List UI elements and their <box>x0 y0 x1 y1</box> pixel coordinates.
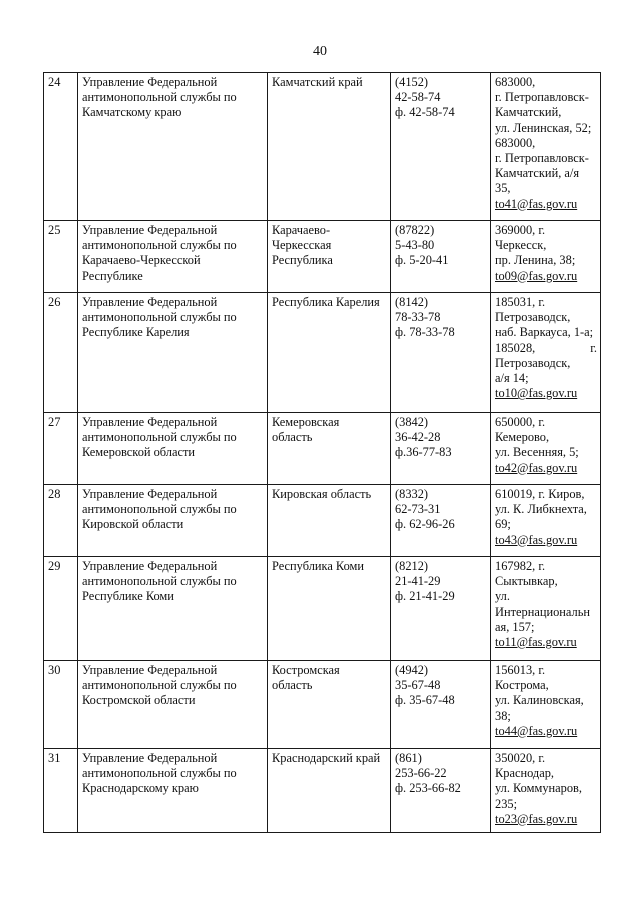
table-row <box>44 293 601 413</box>
email-link[interactable]: to42@fas.gov.ru <box>495 460 578 475</box>
text-line: 650000, г. <box>495 415 546 429</box>
text-line: (4152) <box>395 75 429 89</box>
text-line: 35, <box>495 181 511 196</box>
row-number-cell: 30 <box>44 661 78 749</box>
organization-cell <box>78 661 268 749</box>
email-link[interactable]: to23@fas.gov.ru <box>495 811 578 826</box>
text-line: 350020, г. <box>495 751 546 765</box>
region-cell <box>268 557 391 661</box>
text-line: ул. <box>495 589 510 604</box>
text-line: Управление Федеральной <box>82 415 218 429</box>
text-line: Кировской области <box>82 517 184 532</box>
text-line: Республика Карелия <box>272 295 380 309</box>
phone-cell <box>391 557 491 661</box>
text-line: (4942) <box>395 663 429 677</box>
text-line: Управление Федеральной <box>82 295 218 309</box>
table-row <box>44 749 601 833</box>
phone-cell <box>391 221 491 293</box>
text-line: Камчатский, а/я <box>495 166 580 181</box>
text-line: Управление Федеральной <box>82 559 218 573</box>
address-split-part: 185028, <box>495 340 536 355</box>
row-number-cell: 26 <box>44 293 78 413</box>
text-line: ф. 253-66-82 <box>395 781 461 796</box>
table-row <box>44 73 601 221</box>
table-row <box>44 221 601 293</box>
text-line: антимонопольной службы по <box>82 678 237 693</box>
phone-cell <box>391 293 491 413</box>
text-line: Управление Федеральной <box>82 751 218 765</box>
organization-cell <box>78 293 268 413</box>
text-line: (8142) <box>395 295 429 309</box>
phone-cell <box>391 413 491 485</box>
text-line: ул. К. Либкнехта, <box>495 502 587 517</box>
text-line: 62-73-31 <box>395 502 441 517</box>
email-link[interactable]: to09@fas.gov.ru <box>495 268 578 283</box>
text-line: (861) <box>395 751 422 765</box>
text-line: 235; <box>495 796 518 811</box>
address-cell <box>491 413 601 485</box>
text-line: 156013, г. <box>495 663 546 677</box>
region-cell <box>268 221 391 293</box>
address-cell <box>491 749 601 833</box>
text-line: ф. 78-33-78 <box>395 325 455 340</box>
text-line: Управление Федеральной <box>82 223 218 237</box>
text-line: Республике Коми <box>82 589 174 604</box>
text-line: Управление Федеральной <box>82 487 218 501</box>
text-line: ф. 42-58-74 <box>395 105 455 120</box>
email-link[interactable]: to41@fas.gov.ru <box>495 196 578 211</box>
text-line: ф. 21-41-29 <box>395 589 455 604</box>
region-cell <box>268 73 391 221</box>
text-line: ул. Ленинская, 52; <box>495 120 592 135</box>
text-line: антимонопольной службы по <box>82 502 237 517</box>
table-row <box>44 557 601 661</box>
text-line: антимонопольной службы по <box>82 430 237 445</box>
text-line: ф. 5-20-41 <box>395 253 449 268</box>
text-line: Краснодар, <box>495 766 555 781</box>
organization-cell <box>78 221 268 293</box>
phone-cell <box>391 749 491 833</box>
text-line: 78-33-78 <box>395 310 441 325</box>
text-line: ул. Весенняя, 5; <box>495 445 579 460</box>
table-body <box>44 73 601 833</box>
email-link[interactable]: to44@fas.gov.ru <box>495 723 578 738</box>
organization-cell <box>78 485 268 557</box>
text-line: Костромской области <box>82 693 196 708</box>
text-line: а/я 14; <box>495 371 529 386</box>
text-line: пр. Ленина, 38; <box>495 253 576 268</box>
text-line: Камчатский край <box>272 75 363 89</box>
text-line: 35-67-48 <box>395 678 441 693</box>
email-link[interactable]: to43@fas.gov.ru <box>495 532 578 547</box>
region-cell <box>268 749 391 833</box>
text-line: Управление Федеральной <box>82 663 218 677</box>
text-line: (8332) <box>395 487 429 501</box>
text-line: Кострома, <box>495 678 549 693</box>
row-number-cell: 25 <box>44 221 78 293</box>
address-cell <box>491 73 601 221</box>
text-line: 5-43-80 <box>395 238 435 253</box>
text-line: Управление Федеральной <box>82 75 218 89</box>
text-line: ул. Калиновская, <box>495 693 584 708</box>
phone-cell <box>391 661 491 749</box>
text-line: ф.36-77-83 <box>395 445 452 460</box>
region-cell <box>268 293 391 413</box>
text-line: 185031, г. <box>495 295 546 309</box>
text-line: Кемеровская <box>272 415 340 429</box>
region-cell <box>268 485 391 557</box>
text-line: Карачаево- <box>272 223 331 237</box>
text-line: ул. Коммунаров, <box>495 781 582 796</box>
text-line: Сыктывкар, <box>495 574 558 589</box>
text-line: Республике Карелия <box>82 325 190 340</box>
address-cell <box>491 485 601 557</box>
row-number-cell: 28 <box>44 485 78 557</box>
text-line: (87822) <box>395 223 435 237</box>
row-number-cell: 29 <box>44 557 78 661</box>
row-number-cell: 27 <box>44 413 78 485</box>
text-line: 167982, г. <box>495 559 546 573</box>
table-row <box>44 661 601 749</box>
table-row <box>44 485 601 557</box>
text-line: 42-58-74 <box>395 90 441 105</box>
phone-cell <box>391 73 491 221</box>
text-line: 253-66-22 <box>395 766 447 781</box>
text-line: 38; <box>495 708 511 723</box>
fas-offices-table <box>43 72 601 833</box>
text-line: Интернациональн <box>495 604 590 619</box>
text-line: (8212) <box>395 559 429 573</box>
text-line: антимонопольной службы по <box>82 766 237 781</box>
text-line: наб. Варкауса, 1-а; <box>495 325 594 340</box>
email-link[interactable]: to11@fas.gov.ru <box>495 635 577 650</box>
text-line: 21-41-29 <box>395 574 441 589</box>
text-line: 69; <box>495 517 511 532</box>
email-link[interactable]: to10@fas.gov.ru <box>495 386 578 401</box>
text-line: Республика Коми <box>272 559 365 573</box>
phone-cell <box>391 485 491 557</box>
address-cell <box>491 661 601 749</box>
organization-cell <box>78 413 268 485</box>
text-line: область <box>272 430 313 445</box>
organization-cell <box>78 749 268 833</box>
text-line: антимонопольной службы по <box>82 310 237 325</box>
organization-cell <box>78 73 268 221</box>
text-line: Черкесская <box>272 238 332 253</box>
address-split-line <box>495 341 597 356</box>
text-line: антимонопольной службы по <box>82 90 237 105</box>
text-line: (3842) <box>395 415 429 429</box>
text-line: ф. 62-96-26 <box>395 517 455 532</box>
text-line: 369000, г. <box>495 223 546 237</box>
text-line: г. Петропавловск- <box>495 151 589 166</box>
text-line: Республике <box>82 268 143 283</box>
address-cell <box>491 557 601 661</box>
text-line: Республика <box>272 253 333 268</box>
text-line: 683000, <box>495 75 536 89</box>
region-cell <box>268 661 391 749</box>
text-line: Черкесск, <box>495 238 547 253</box>
text-line: Кемеровской области <box>82 445 196 460</box>
text-line: Петрозаводск, <box>495 310 571 325</box>
text-line: Краснодарскому краю <box>82 781 199 796</box>
text-line: 683000, <box>495 135 536 150</box>
text-line: Кемерово, <box>495 430 550 445</box>
text-line: Кировская область <box>272 487 372 501</box>
organization-cell <box>78 557 268 661</box>
text-line: Костромская <box>272 663 340 677</box>
row-number-cell: 24 <box>44 73 78 221</box>
region-cell <box>268 413 391 485</box>
text-line: 610019, г. Киров, <box>495 487 585 501</box>
table-row <box>44 413 601 485</box>
text-line: антимонопольной службы по <box>82 574 237 589</box>
text-line: область <box>272 678 313 693</box>
row-number-cell: 31 <box>44 749 78 833</box>
text-line: г. Петропавловск- <box>495 90 589 105</box>
address-split-part: г. <box>590 340 597 355</box>
text-line: антимонопольной службы по <box>82 238 237 253</box>
text-line: Краснодарский край <box>272 751 381 765</box>
text-line: ф. 35-67-48 <box>395 693 455 708</box>
address-cell <box>491 293 601 413</box>
text-line: Камчатский, <box>495 105 562 120</box>
text-line: Петрозаводск, <box>495 355 571 370</box>
text-line: ая, 157; <box>495 619 535 634</box>
address-cell <box>491 221 601 293</box>
text-line: 36-42-28 <box>395 430 441 445</box>
page-number: 40 <box>313 44 327 59</box>
text-line: Карачаево-Черкесской <box>82 253 201 268</box>
text-line: Камчатскому краю <box>82 105 182 120</box>
